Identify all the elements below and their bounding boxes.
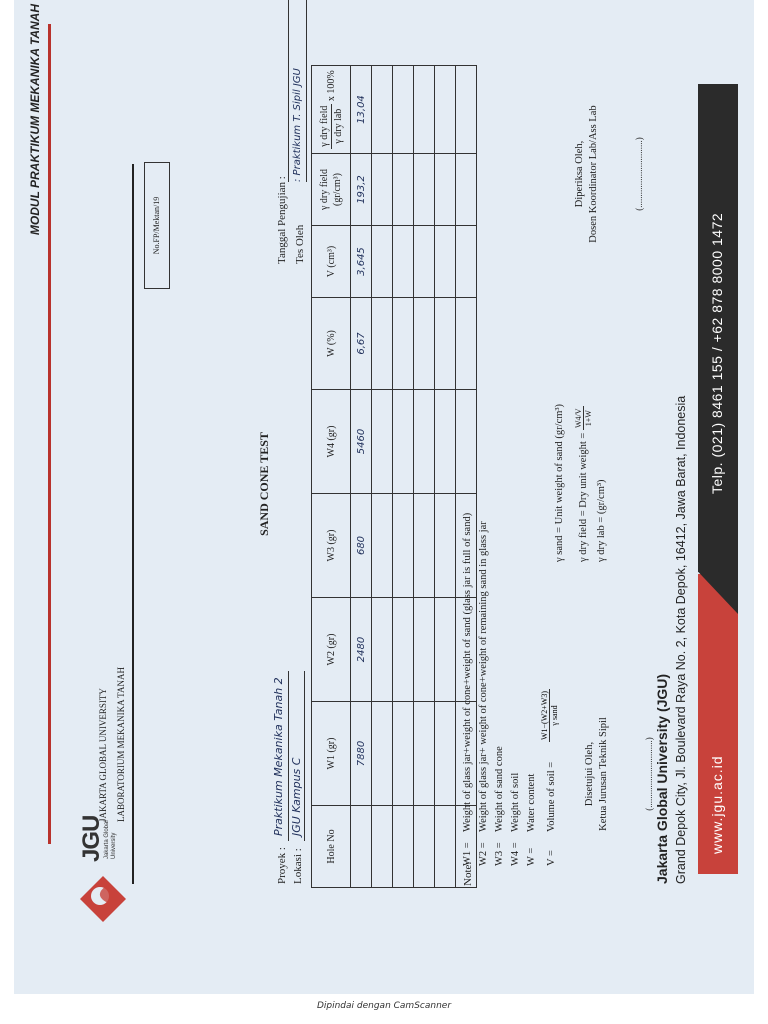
gamma-dry-field-fraction <box>574 406 593 430</box>
header-gamma-dry-field-unit: (gr/cm³) <box>332 173 343 206</box>
note-symbol: W2 = <box>478 842 489 866</box>
cell-w2 <box>372 598 393 702</box>
cell-v <box>456 226 477 298</box>
note-text: Weight of sand cone <box>494 746 505 832</box>
ratio-suffix: x 100% <box>325 70 337 102</box>
cell-ratio <box>393 66 414 154</box>
footer-telephone: Telp. (021) 8461 155 / +62 878 8000 1472 <box>709 212 725 494</box>
cell-w1 <box>435 702 456 806</box>
cell-w4 <box>414 390 435 494</box>
proyek-value: Praktikum Mekanika Tanah 2 <box>272 677 285 836</box>
cell-w3 <box>372 494 393 598</box>
cell-w <box>372 298 393 390</box>
gamma-dry-lab-note: γ dry lab = (gr/cm³) <box>596 479 607 562</box>
logo-subtext-line1: Jakarta Global <box>104 820 110 859</box>
cell-w <box>456 298 477 390</box>
header-w4: W4 (gr) <box>312 390 351 494</box>
cell-v <box>435 226 456 298</box>
cell-w3 <box>414 494 435 598</box>
cell-w <box>414 298 435 390</box>
cell-hole <box>351 806 372 888</box>
cell-w2 <box>414 598 435 702</box>
table-row <box>393 66 414 888</box>
note-symbol: W = <box>526 847 537 866</box>
lab-name: LABORATORIUM MEKANIKA TANAH <box>116 667 126 822</box>
scanner-caption: Dipindai dengan CamScanner <box>316 1001 452 1011</box>
document-title: SAND CONE TEST <box>257 432 271 536</box>
form-number-box: No.FP/Mektan/19 <box>144 162 170 289</box>
note-text: Weight of glass jar+weight of cone+weight of sand (glass jar is full of sand) <box>462 512 473 832</box>
cell-ratio <box>414 66 435 154</box>
header-compaction-ratio <box>312 66 351 154</box>
footer-website: www.jgu.ac.id <box>709 755 725 854</box>
cell-ratio <box>456 66 477 154</box>
cell-v <box>372 226 393 298</box>
ratio-fraction <box>318 104 345 149</box>
cell-ratio: 13,04 <box>351 66 372 154</box>
header-hole-no: Hole No <box>312 806 351 888</box>
cell-w4: 5460 <box>351 390 372 494</box>
tes-oleh-label: Tes Oleh <box>294 224 306 264</box>
jgu-logo-icon <box>80 866 126 922</box>
note-text: Water content <box>526 773 537 832</box>
cell-v <box>414 226 435 298</box>
university-name: JAKARTA GLOBAL UNIVERSITY <box>98 688 108 822</box>
cell-hole <box>435 806 456 888</box>
lokasi-label: Lokasi : <box>292 848 304 884</box>
table-header-row <box>312 66 351 888</box>
sand-cone-table <box>311 65 477 888</box>
cell-w2 <box>393 598 414 702</box>
cell-w4 <box>393 390 414 494</box>
header-w1: W1 (gr) <box>312 702 351 806</box>
logo-wordmark: JGU <box>78 815 105 862</box>
note-symbol: W1 = <box>462 842 473 866</box>
cell-hole <box>393 806 414 888</box>
header-red-rule <box>48 24 51 844</box>
cell-w1 <box>393 702 414 806</box>
note-label: Note: <box>462 861 474 886</box>
ratio-denominator: γ dry lab <box>332 108 344 144</box>
tes-oleh-value: : Praktikum T. Sipil JGU <box>292 68 303 182</box>
cell-gdf <box>414 154 435 226</box>
note-text: Weight of soil <box>510 772 521 832</box>
header-w: W (%) <box>312 298 351 390</box>
cell-w1: 7880 <box>351 702 372 806</box>
gamma-dry-field-num: W4/V <box>574 408 583 429</box>
approved-by-title: Ketua Jurusan Teknik Sipil <box>598 717 609 831</box>
volume-numerator: W1−(W2+W3) <box>540 690 549 740</box>
note-text: Weight of glass jar+ weight of cone+weight of remaining sand in glass jar <box>478 521 489 832</box>
checked-by-title: Dosen Koordinator Lab/Ass Lab <box>588 105 599 243</box>
table-row <box>372 66 393 888</box>
header-gamma-dry-field <box>312 154 351 226</box>
ratio-numerator: γ dry field <box>318 105 330 147</box>
cell-hole <box>414 806 435 888</box>
note-text: Volume of soil = <box>546 761 557 832</box>
cell-ratio <box>435 66 456 154</box>
footer-university-name: Jakarta Global University (JGU) <box>654 673 670 884</box>
cell-v: 3,645 <box>351 226 372 298</box>
lokasi-underline <box>304 671 305 841</box>
cell-w2: 2480 <box>351 598 372 702</box>
cell-w3 <box>393 494 414 598</box>
cell-w4 <box>435 390 456 494</box>
volume-fraction <box>540 689 559 742</box>
proyek-underline <box>288 671 289 841</box>
cell-w <box>393 298 414 390</box>
modul-title: MODUL PRAKTIKUM MEKANIKA TANAH <box>28 4 42 236</box>
lokasi-value: JGU Kampus C <box>290 757 303 836</box>
approved-by: Disetujui Oleh, <box>584 741 595 807</box>
header-w3: W3 (gr) <box>312 494 351 598</box>
note-symbol: W3 = <box>494 842 505 866</box>
cell-gdf <box>456 154 477 226</box>
tanggal-underline <box>288 0 289 182</box>
cell-w: 6,67 <box>351 298 372 390</box>
gamma-dry-field-note <box>574 406 593 562</box>
approved-by-blank: (..............................) <box>644 737 654 811</box>
cell-gdf <box>435 154 456 226</box>
cell-ratio <box>372 66 393 154</box>
cell-gdf: 193,2 <box>351 154 372 226</box>
cell-gdf <box>393 154 414 226</box>
header-w2: W2 (gr) <box>312 598 351 702</box>
gamma-dry-field-den: 1+W <box>584 410 593 427</box>
note-symbol: W4 = <box>510 842 521 866</box>
cell-w <box>435 298 456 390</box>
cell-w3 <box>435 494 456 598</box>
footer-address: Grand Depok City, Jl. Boulevard Raya No. 2, Kota Depok, 16412, Jawa Barat, Indonesia <box>674 395 688 884</box>
proyek-label: Proyek : <box>276 847 288 884</box>
logo-subtext <box>104 819 118 859</box>
cell-w1 <box>372 702 393 806</box>
cell-hole <box>372 806 393 888</box>
scanned-paper <box>14 0 754 994</box>
tes-oleh-underline <box>306 0 307 182</box>
logo-subtext-line2: University <box>111 832 117 859</box>
table-row <box>435 66 456 888</box>
cell-w1 <box>414 702 435 806</box>
checked-by-blank: (..............................) <box>634 137 644 211</box>
cell-v <box>393 226 414 298</box>
gamma-sand-note: γ sand = Unit weight of sand (gr/cm³) <box>554 403 565 562</box>
table-row <box>351 66 372 888</box>
table-row <box>414 66 435 888</box>
cell-gdf <box>372 154 393 226</box>
header-gamma-dry-field-label: γ dry field <box>319 168 330 211</box>
note-symbol: V = <box>546 850 557 866</box>
document-page <box>14 0 754 994</box>
tanggal-pengujian-label: Tanggal Pengujian : <box>276 176 288 264</box>
header-rule <box>132 164 134 884</box>
cell-w3: 680 <box>351 494 372 598</box>
volume-denominator: γ sand <box>550 705 559 726</box>
cell-w4 <box>456 390 477 494</box>
gamma-dry-field-text: γ dry field = Dry unit weight = <box>577 432 589 562</box>
table-body <box>351 66 477 888</box>
cell-w4 <box>372 390 393 494</box>
checked-by: Diperiksa Oleh, <box>574 140 585 208</box>
cell-w2 <box>435 598 456 702</box>
header-v: V (cm³) <box>312 226 351 298</box>
